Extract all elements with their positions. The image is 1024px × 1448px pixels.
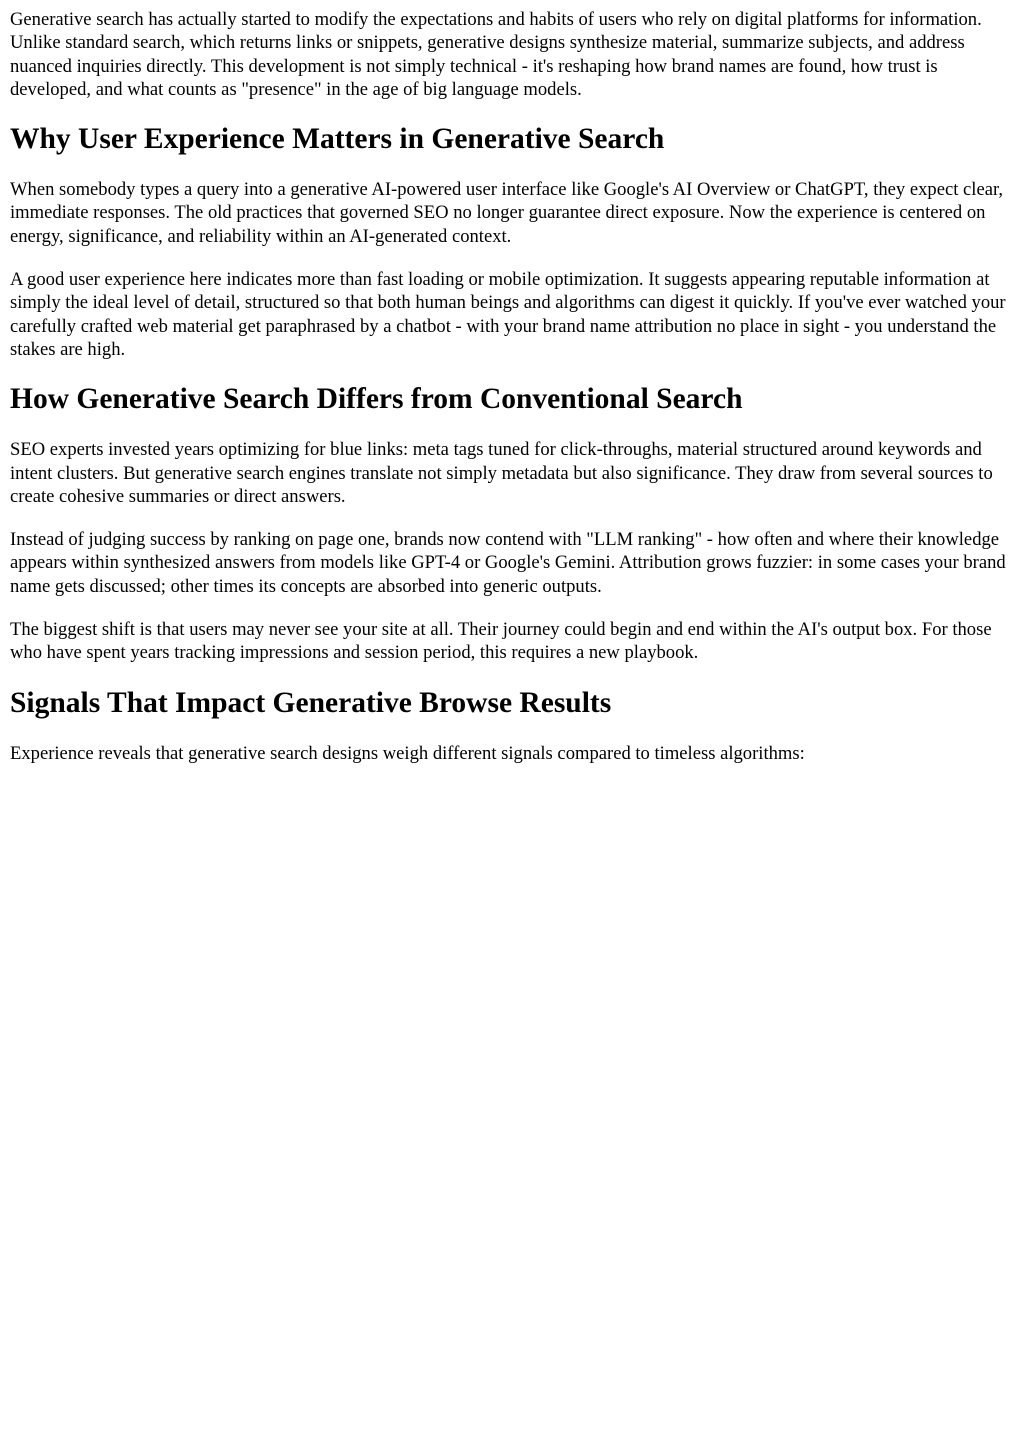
paragraph: Instead of judging success by ranking on page one, brands now contend with "LLM ranking" - how often and where their knowledge appears within synthesized answers from models like GPT-4 or Google's Gemini. Attribution grows fuzzier: in some cases your brand name gets discussed; other times its concepts are absorbed into generic outputs.: [10, 529, 1006, 597]
intro-paragraph: Generative search has actually started to modify the expectations and habits of users who rely on digital platforms for information. Unlike standard search, which returns links or snippets, generative designs synthesize material, summarize subjects, and address nuanced inquiries directly. This development is not simply technical - it's reshaping how brand names are found, how trust is developed, and what counts as "presence" in the age of big language models.: [10, 9, 982, 100]
section-heading-user-experience: Why User Experience Matters in Generative Search: [10, 123, 665, 156]
paragraph: A good user experience here indicates more than fast loading or mobile optimization. It suggests appearing reputable information at simply the ideal level of detail, structured so that both human beings and algorithms can digest it quickly. If you've ever watched your carefully crafted web material get paraphrased by a chatbot - with your brand name attribution no place in sight - you understand the stakes are high.: [10, 269, 1006, 360]
section-heading-search-differences: How Generative Search Differs from Conventional Search: [10, 383, 743, 416]
paragraph: SEO experts invested years optimizing for blue links: meta tags tuned for click-throughs, material structured around keywords and intent clusters. But generative search engines translate not simply metadata but also significance. They draw from several sources to create cohesive summaries or direct answers.: [10, 439, 993, 507]
paragraph: When somebody types a query into a generative AI-powered user interface like Google's AI Overview or ChatGPT, they expect clear, immediate responses. The old practices that governed SEO no longer guarantee direct exposure. Now the experience is centered on energy, significance, and reliability within an AI-generated context.: [10, 179, 1004, 247]
paragraph: Experience reveals that generative search designs weigh different signals compared to timeless algorithms:: [10, 742, 805, 764]
paragraph: The biggest shift is that users may never see your site at all. Their journey could begin and end within the AI's output box. For those who have spent years tracking impressions and session period, this requires a new playbook.: [10, 619, 992, 664]
section-heading-signals: Signals That Impact Generative Browse Results: [10, 686, 612, 719]
